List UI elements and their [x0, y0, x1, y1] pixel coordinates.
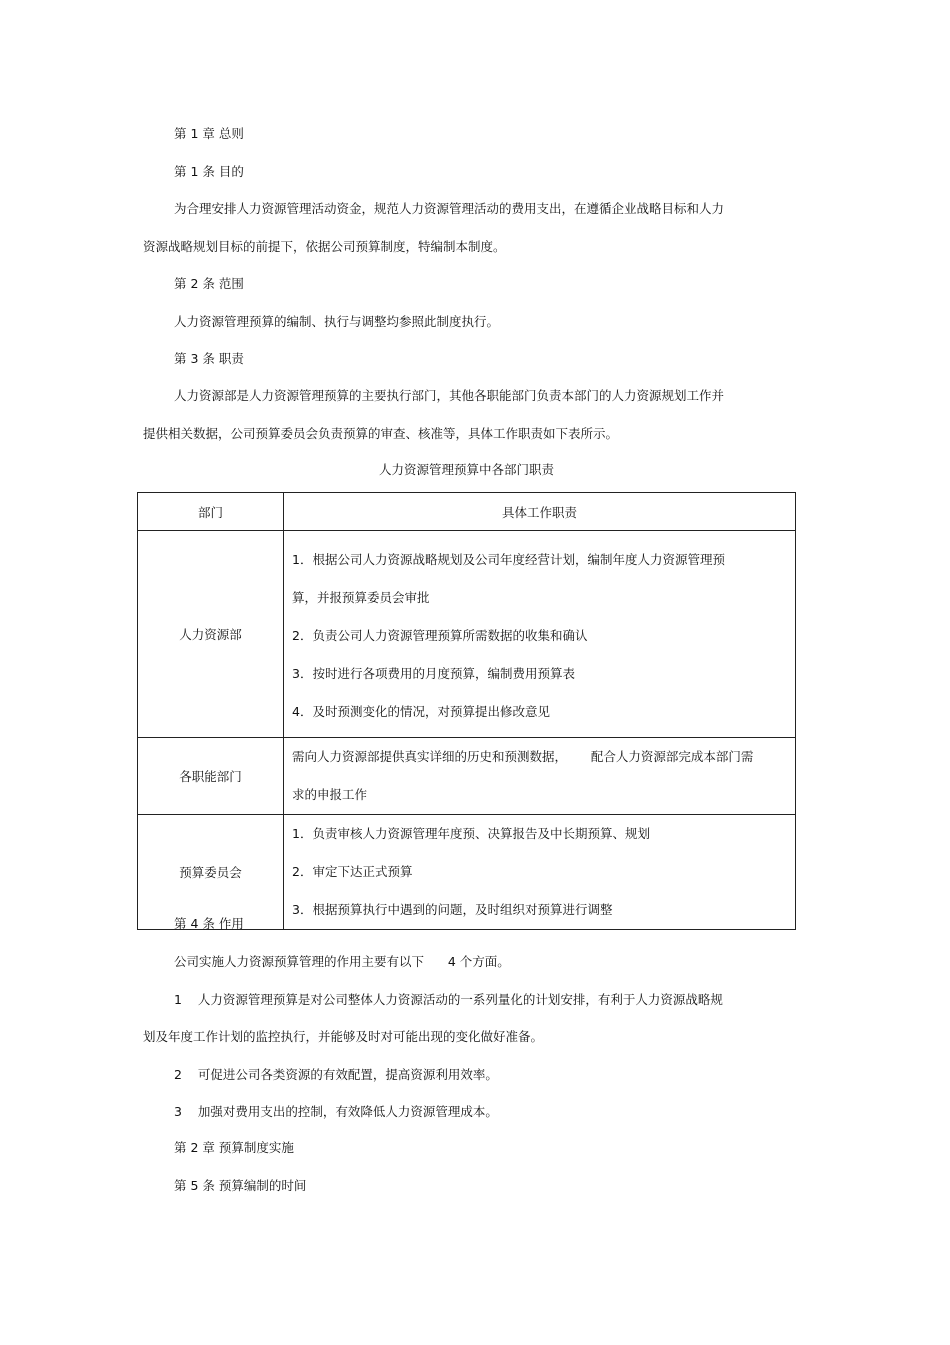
- duty-item: 1．根据公司人力资源战略规划及公司年度经营计划，编制年度人力资源管理预: [292, 552, 725, 567]
- article-3-paragraph-line-2: 提供相关数据，公司预算委员会负责预算的审查、核准等，具体工作职责如下表所示。: [143, 426, 619, 441]
- duty-item: 算，并报预算委员会审批: [292, 590, 430, 605]
- article-2-heading: 第 2 条 范围: [174, 276, 244, 291]
- article-1-paragraph-line-2: 资源战略规划目标的前提下，依据公司预算制度，特编制本制度。: [143, 239, 506, 254]
- duty-item: 2．审定下达正式预算: [292, 864, 413, 879]
- duty-item: 求的申报工作: [292, 787, 368, 802]
- article-4-item-2: 2 可促进公司各类资源的有效配置，提高资源利用效率。: [174, 1067, 498, 1082]
- article-4-item-3: 3 加强对费用支出的控制，有效降低人力资源管理成本。: [174, 1104, 498, 1119]
- duties-cell: [284, 531, 796, 738]
- article-3-heading: 第 3 条 职责: [174, 351, 244, 366]
- table-row-hr-department: [138, 531, 796, 738]
- table-row-functional-departments: [138, 738, 796, 815]
- table-caption: 人力资源管理预算中各部门职责: [378, 462, 554, 477]
- column-header-duties: 具体工作职责: [284, 493, 796, 531]
- duty-item: 2．负责公司人力资源管理预算所需数据的收集和确认: [292, 628, 588, 643]
- duties-cell: [284, 738, 796, 815]
- duties-cell: [284, 815, 796, 930]
- chapter-2-heading: 第 2 章 预算制度实施: [174, 1140, 294, 1155]
- department-cell: 预算委员会: [138, 815, 284, 930]
- duty-item: 3．根据预算执行中遇到的问题，及时组织对预算进行调整: [292, 902, 613, 917]
- article-1-paragraph-line-1: 为合理安排人力资源管理活动资金，规范人力资源管理活动的费用支出，在遵循企业战略目标和人力: [174, 201, 725, 216]
- department-duties-table: [137, 492, 796, 930]
- article-4-heading: 第 4 条 作用: [174, 916, 244, 931]
- article-5-heading: 第 5 条 预算编制的时间: [174, 1178, 307, 1193]
- article-1-heading: 第 1 条 目的: [174, 164, 244, 179]
- table-row-budget-committee: [138, 815, 796, 930]
- duty-item: 1．负责审核人力资源管理年度预、决算报告及中长期预算、规划: [292, 826, 650, 841]
- article-2-paragraph: 人力资源管理预算的编制、执行与调整均参照此制度执行。: [174, 314, 500, 329]
- article-4-paragraph: 公司实施人力资源预算管理的作用主要有以下 4 个方面。: [174, 954, 510, 969]
- duty-item: 3．按时进行各项费用的月度预算，编制费用预算表: [292, 666, 575, 681]
- duty-item: 4．及时预测变化的情况，对预算提出修改意见: [292, 704, 550, 719]
- table-header-row: [138, 493, 796, 531]
- duty-item: 需向人力资源部提供真实详细的历史和预测数据， 配合人力资源部完成本部门需: [292, 749, 754, 764]
- article-4-item-1-line-2: 划及年度工作计划的监控执行，并能够及时对可能出现的变化做好准备。: [143, 1029, 544, 1044]
- column-header-department: 部门: [138, 493, 284, 531]
- article-3-paragraph-line-1: 人力资源部是人力资源管理预算的主要执行部门，其他各职能部门负责本部门的人力资源规划工作并: [174, 388, 725, 403]
- chapter-1-heading: 第 1 章 总则: [174, 126, 244, 141]
- department-cell: 人力资源部: [138, 531, 284, 738]
- article-4-item-1-line-1: 1 人力资源管理预算是对公司整体人力资源活动的一系列量化的计划安排，有利于人力资源战略规: [174, 992, 723, 1007]
- department-cell: 各职能部门: [138, 738, 284, 815]
